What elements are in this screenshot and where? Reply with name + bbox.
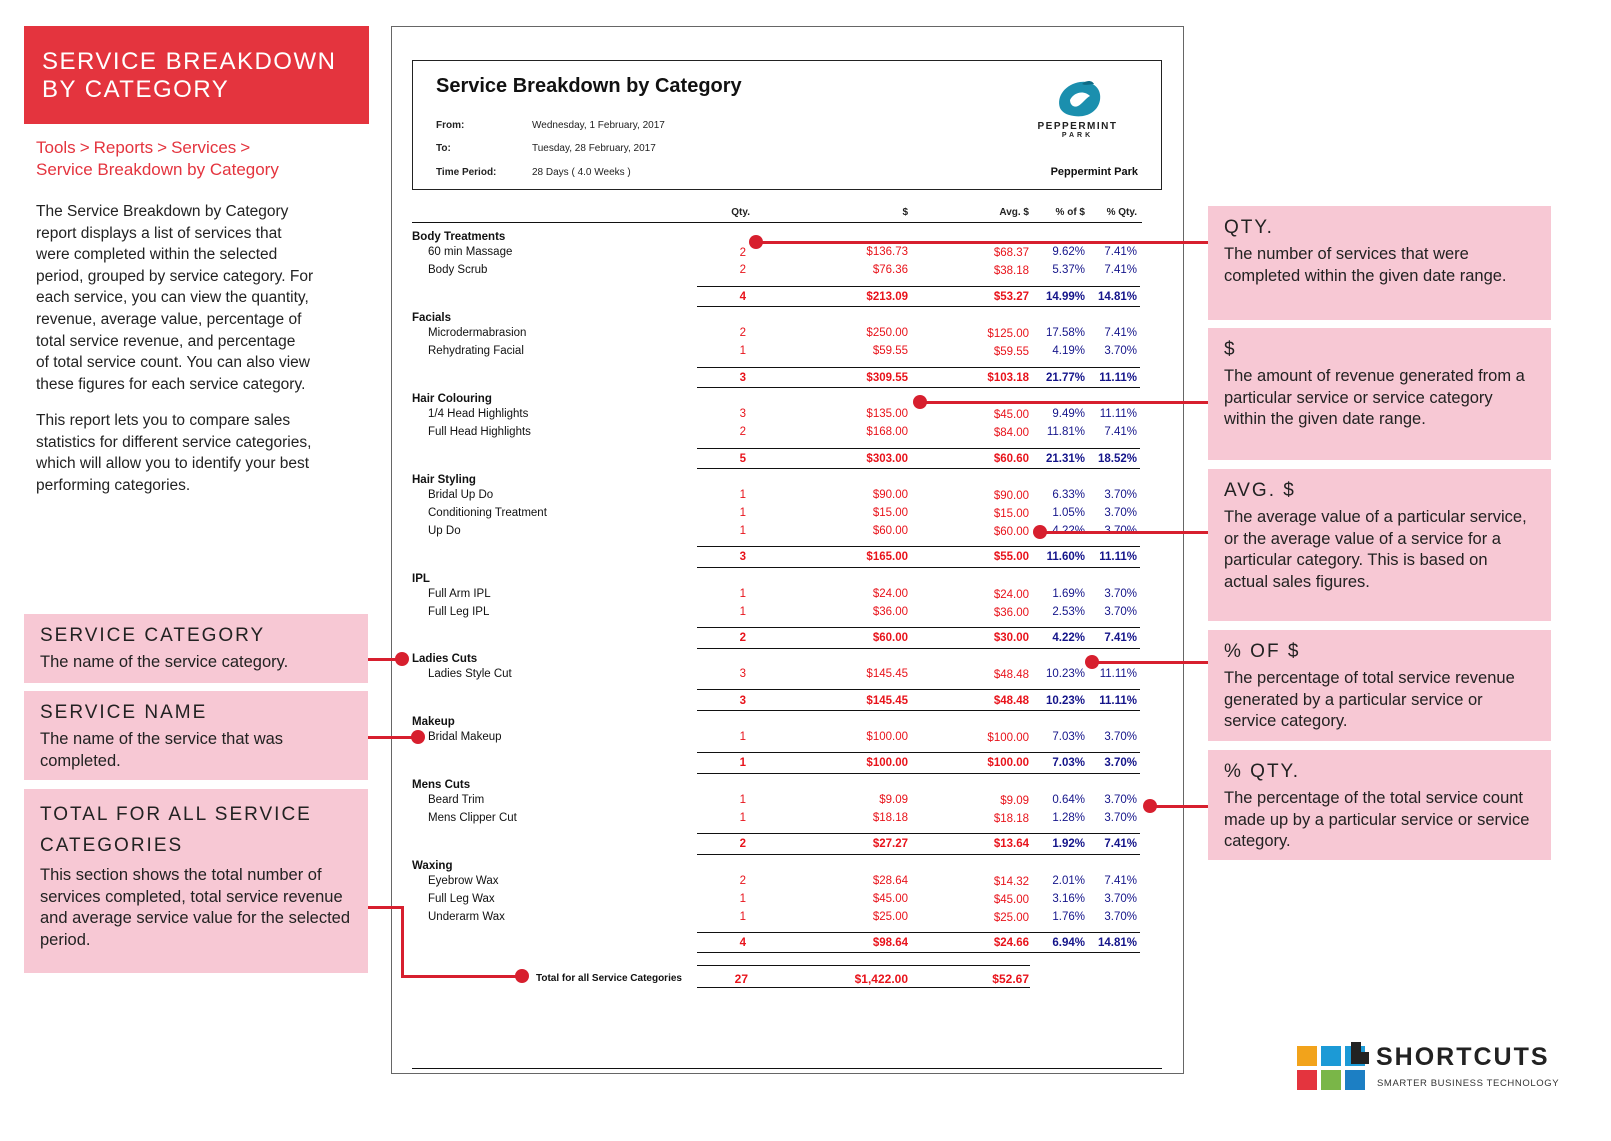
grand-total-rule <box>697 965 1030 966</box>
subtotal-pct-dollar: 21.77% <box>1045 372 1085 384</box>
cell-qty: 2 <box>739 426 746 438</box>
cell-pct-qty: 7.41% <box>1104 327 1137 339</box>
cell-avg: $36.00 <box>993 607 1029 619</box>
column-header-pct-dollar: % of $ <box>1055 207 1085 218</box>
service-name: Beard Trim <box>428 794 485 806</box>
cell-pct-qty: 3.70% <box>1104 812 1137 824</box>
cell-avg: $125.00 <box>987 328 1029 340</box>
subtotal-pct-dollar: 14.99% <box>1045 291 1085 303</box>
subtotal-pct-qty: 14.81% <box>1097 291 1137 303</box>
cell-qty: 1 <box>739 893 746 905</box>
service-name: Bridal Makeup <box>428 731 502 743</box>
connector-dot <box>395 652 409 666</box>
subtotal-avg: $60.60 <box>993 453 1029 465</box>
intro-paragraph-2 <box>36 410 361 496</box>
callout-service-name <box>24 691 368 780</box>
cell-dollar: $250.00 <box>866 327 908 339</box>
subtotal-pct-dollar: 7.03% <box>1052 757 1085 769</box>
service-name: 1/4 Head Highlights <box>428 408 529 420</box>
cell-avg: $68.37 <box>993 247 1029 259</box>
callout-title: $ <box>1224 339 1237 360</box>
time-period-label: Time Period: <box>436 167 497 178</box>
cell-pct-dollar: 2.01% <box>1052 875 1085 887</box>
subtotal-pct-qty: 14.81% <box>1097 937 1137 949</box>
service-name: Full Leg Wax <box>428 893 495 905</box>
subtotal-pct-qty: 7.41% <box>1104 838 1137 850</box>
category-name: Ladies Cuts <box>412 653 478 665</box>
cell-dollar: $145.45 <box>866 668 908 680</box>
brand-name: SHORTCUTS <box>1376 1043 1550 1071</box>
callout-title: % OF $ <box>1224 641 1301 662</box>
brand-tagline: SMARTER BUSINESS TECHNOLOGY <box>1377 1078 1560 1089</box>
subtotal-dollar: $165.00 <box>866 551 908 563</box>
callout-title: TOTAL FOR ALL SERVICE CATEGORIES <box>40 804 312 856</box>
subtotal-pct-qty: 11.11% <box>1099 695 1137 707</box>
cell-pct-qty: 11.11% <box>1099 408 1137 420</box>
cell-pct-qty: 11.11% <box>1099 668 1137 680</box>
subtotal-pct-dollar: 1.92% <box>1052 838 1085 850</box>
service-name: Full Arm IPL <box>428 588 491 600</box>
subtotal-qty: 4 <box>739 291 746 303</box>
cell-pct-qty: 3.70% <box>1104 588 1137 600</box>
subtotal-avg: $53.27 <box>993 291 1029 303</box>
cell-qty: 3 <box>739 408 746 420</box>
callout-total <box>24 789 368 973</box>
intro-line: each service, you can view the quantity, <box>36 289 309 307</box>
subtotal-rule <box>697 286 1140 287</box>
cell-qty: 2 <box>739 264 746 276</box>
subtotal-rule <box>697 752 1140 753</box>
subtotal-pct-dollar: 10.23% <box>1045 695 1085 707</box>
callout-service-category <box>24 614 368 683</box>
subtotal-qty: 2 <box>739 838 746 850</box>
cell-qty: 1 <box>739 606 746 618</box>
connector-line <box>920 401 1208 404</box>
connector-line <box>401 906 404 978</box>
grand-total-dollar: $1,422.00 <box>854 972 908 986</box>
cell-pct-qty: 3.70% <box>1104 911 1137 923</box>
callout-description: This section shows the total number of services completed, total service revenue and average service value for the selected period. <box>40 866 351 949</box>
cell-pct-qty: 7.41% <box>1104 426 1137 438</box>
cell-pct-qty: 7.41% <box>1104 264 1137 276</box>
intro-line: period, grouped by service category. For <box>36 267 314 285</box>
grand-total-qty: 27 <box>734 972 748 986</box>
subtotal-dollar: $145.45 <box>866 695 908 707</box>
cell-avg: $60.00 <box>993 526 1029 538</box>
column-header-rule <box>412 222 1142 223</box>
subtotal-avg: $24.66 <box>993 937 1029 949</box>
subtotal-rule <box>697 952 1140 953</box>
subtotal-rule <box>697 448 1140 449</box>
cell-avg: $84.00 <box>993 427 1029 439</box>
cell-avg: $90.00 <box>993 490 1029 502</box>
cell-dollar: $136.73 <box>866 246 908 258</box>
subtotal-qty: 3 <box>739 551 746 563</box>
service-name: Full Head Highlights <box>428 426 531 438</box>
category-name: Facials <box>412 312 451 324</box>
subtotal-dollar: $213.09 <box>866 291 908 303</box>
cell-dollar: $36.00 <box>872 606 908 618</box>
service-name: Ladies Style Cut <box>428 668 512 680</box>
column-header-avg: Avg. $ <box>999 207 1029 218</box>
cell-qty: 2 <box>739 327 746 339</box>
subtotal-qty: 4 <box>739 937 746 949</box>
cell-dollar: $18.18 <box>872 812 908 824</box>
callout-description: The name of the service that was completed. <box>40 730 284 770</box>
subtotal-dollar: $98.64 <box>872 937 908 949</box>
subtotal-rule <box>697 689 1140 690</box>
subtotal-rule <box>697 567 1140 568</box>
category-name: Waxing <box>412 860 453 872</box>
subtotal-pct-dollar: 4.22% <box>1052 632 1085 644</box>
cell-pct-dollar: 1.05% <box>1052 507 1085 519</box>
cell-qty: 1 <box>739 345 746 357</box>
connector-dot <box>411 730 425 744</box>
report-title: Service Breakdown by Category <box>436 75 742 97</box>
connector-line <box>1040 531 1208 534</box>
subtotal-rule <box>697 710 1140 711</box>
grand-total-label: Total for all Service Categories <box>536 973 682 984</box>
cell-pct-dollar: 7.03% <box>1052 731 1085 743</box>
cell-pct-dollar: 10.23% <box>1045 668 1085 680</box>
subtotal-rule <box>697 546 1140 547</box>
breadcrumb-tools[interactable]: Tools <box>36 138 76 157</box>
subtotal-rule <box>697 367 1140 368</box>
subtotal-rule <box>697 773 1140 774</box>
breadcrumb-separator: > <box>240 138 251 157</box>
service-name: 60 min Massage <box>428 246 513 258</box>
cell-qty: 1 <box>739 911 746 923</box>
cell-pct-qty: 3.70% <box>1104 345 1137 357</box>
intro-line: performing categories. <box>36 476 191 494</box>
callout-description: The average value of a particular service, or the average value of a service for a particular category. This is based on actual sales figures. <box>1224 508 1527 591</box>
subtotal-dollar: $303.00 <box>866 453 908 465</box>
callout-title: QTY. <box>1224 217 1274 238</box>
cell-avg: $24.00 <box>993 589 1029 601</box>
breadcrumb-separator: > <box>157 138 168 157</box>
connector-line <box>756 241 1208 244</box>
cell-avg: $45.00 <box>993 409 1029 421</box>
cell-avg: $18.18 <box>993 813 1029 825</box>
cell-qty: 1 <box>739 525 746 537</box>
connector-dot <box>1143 799 1157 813</box>
cell-avg: $9.09 <box>1000 795 1029 807</box>
breadcrumb-services[interactable]: Services <box>171 138 237 157</box>
callout-title: % QTY. <box>1224 761 1301 782</box>
subtotal-rule <box>697 833 1140 834</box>
from-value: Wednesday, 1 February, 2017 <box>532 120 665 131</box>
cell-avg: $45.00 <box>993 894 1029 906</box>
cell-dollar: $100.00 <box>866 731 908 743</box>
subtotal-pct-qty: 7.41% <box>1104 632 1137 644</box>
cell-pct-dollar: 4.19% <box>1052 345 1085 357</box>
intro-line: were completed within the selected <box>36 246 278 264</box>
service-name: Microdermabrasion <box>428 327 527 339</box>
cell-dollar: $25.00 <box>872 911 908 923</box>
cell-pct-qty: 3.70% <box>1104 893 1137 905</box>
service-name: Underarm Wax <box>428 911 505 923</box>
service-name: Bridal Up Do <box>428 489 494 501</box>
subtotal-rule <box>697 627 1140 628</box>
time-period-value: 28 Days ( 4.0 Weeks ) <box>532 167 631 178</box>
logo-name: PEPPERMINT <box>1037 121 1118 132</box>
category-name: Makeup <box>412 716 455 728</box>
subtotal-rule <box>697 854 1140 855</box>
connector-line <box>401 975 521 978</box>
callout-dollar <box>1208 328 1551 460</box>
subtotal-dollar: $309.55 <box>866 372 908 384</box>
subtotal-pct-qty: 11.11% <box>1099 551 1137 563</box>
cell-qty: 1 <box>739 731 746 743</box>
subtotal-rule <box>697 468 1140 469</box>
intro-line: report displays a list of services that <box>36 224 282 242</box>
subtotal-qty: 3 <box>739 695 746 707</box>
callout-description: The amount of revenue generated from a particular service or service category within the given date range. <box>1224 367 1525 429</box>
intro-line: total service revenue, and percentage <box>36 332 296 350</box>
page-title-banner <box>24 26 369 124</box>
callout-description: The percentage of the total service count made up by a particular service or service category. <box>1224 789 1530 851</box>
cell-pct-qty: 3.70% <box>1104 606 1137 618</box>
service-name: Body Scrub <box>428 264 488 276</box>
cell-dollar: $168.00 <box>866 426 908 438</box>
to-value: Tuesday, 28 February, 2017 <box>532 143 656 154</box>
subtotal-pct-dollar: 11.60% <box>1046 551 1085 563</box>
intro-paragraph-1 <box>36 201 361 395</box>
callout-avg <box>1208 469 1551 621</box>
cell-pct-dollar: 2.53% <box>1052 606 1085 618</box>
cell-pct-dollar: 17.58% <box>1045 327 1085 339</box>
connector-line <box>1092 661 1208 664</box>
connector-dot <box>913 395 927 409</box>
cell-dollar: $28.64 <box>872 875 908 887</box>
subtotal-avg: $103.18 <box>987 372 1029 384</box>
intro-line: revenue, average value, percentage of <box>36 310 302 328</box>
callout-title: SERVICE CATEGORY <box>40 625 266 646</box>
cell-qty: 2 <box>739 875 746 887</box>
breadcrumb-current[interactable]: Service Breakdown by Category <box>36 160 279 179</box>
intro-line: The Service Breakdown by Category <box>36 203 289 220</box>
breadcrumb <box>36 137 366 181</box>
intro-line: which will allow you to identify your best <box>36 455 310 473</box>
cell-pct-qty: 3.70% <box>1104 794 1137 806</box>
subtotal-avg: $48.48 <box>993 695 1029 707</box>
subtotal-rule <box>697 387 1140 388</box>
intro-line: statistics for different service categories, <box>36 433 312 451</box>
subtotal-avg: $100.00 <box>987 757 1029 769</box>
shortcuts-logo-icon <box>1297 1042 1369 1097</box>
subtotal-pct-qty: 18.52% <box>1097 453 1137 465</box>
subtotal-dollar: $27.27 <box>872 838 908 850</box>
cell-dollar: $135.00 <box>866 408 908 420</box>
callout-pct-qty <box>1208 750 1551 860</box>
connector-line <box>1150 805 1208 808</box>
cell-dollar: $15.00 <box>872 507 908 519</box>
column-header-dollar: $ <box>902 207 908 218</box>
subtotal-qty: 5 <box>739 453 746 465</box>
cell-qty: 1 <box>739 507 746 519</box>
subtotal-rule <box>697 648 1140 649</box>
logo-subtitle: PARK <box>1061 132 1094 139</box>
cell-dollar: $9.09 <box>879 794 908 806</box>
cell-pct-dollar: 9.62% <box>1052 246 1085 258</box>
cell-dollar: $24.00 <box>872 588 908 600</box>
intro-line: these figures for each service category. <box>36 375 306 393</box>
subtotal-avg: $30.00 <box>993 632 1029 644</box>
cell-avg: $38.18 <box>993 265 1029 277</box>
subtotal-qty: 3 <box>739 372 746 384</box>
cell-dollar: $60.00 <box>872 525 908 537</box>
report-footer-rule <box>412 1068 1162 1069</box>
service-name: Rehydrating Facial <box>428 345 524 357</box>
cell-avg: $25.00 <box>993 912 1029 924</box>
subtotal-rule <box>697 932 1140 933</box>
cell-avg: $59.55 <box>993 346 1029 358</box>
breadcrumb-reports[interactable]: Reports <box>93 138 154 157</box>
cell-dollar: $59.55 <box>872 345 908 357</box>
subtotal-avg: $13.64 <box>993 838 1029 850</box>
callout-title: SERVICE NAME <box>40 702 208 723</box>
cell-pct-dollar: 1.76% <box>1052 911 1085 923</box>
intro-line: This report lets you to compare sales <box>36 412 291 429</box>
grand-total-avg: $52.67 <box>992 972 1029 986</box>
callout-title: AVG. $ <box>1224 480 1296 501</box>
category-name: IPL <box>412 573 430 585</box>
subtotal-pct-qty: 3.70% <box>1104 757 1137 769</box>
grand-total-rule <box>697 987 1030 988</box>
callout-description: The name of the service category. <box>40 653 289 671</box>
subtotal-pct-dollar: 6.94% <box>1052 937 1085 949</box>
peppermint-park-logo-icon <box>1052 78 1104 125</box>
connector-dot <box>1033 525 1047 539</box>
cell-qty: 1 <box>739 812 746 824</box>
category-name: Body Treatments <box>412 231 506 243</box>
category-name: Hair Styling <box>412 474 476 486</box>
cell-qty: 1 <box>739 794 746 806</box>
service-name: Up Do <box>428 525 461 537</box>
cell-pct-qty: 3.70% <box>1104 507 1137 519</box>
subtotal-dollar: $60.00 <box>872 632 908 644</box>
cell-qty: 2 <box>739 247 746 259</box>
callout-description: The percentage of total service revenue generated by a particular service or service category. <box>1224 669 1515 731</box>
subtotal-pct-qty: 11.11% <box>1099 372 1137 384</box>
cell-pct-qty: 7.41% <box>1104 875 1137 887</box>
cell-avg: $100.00 <box>987 732 1029 744</box>
callout-description: The number of services that were completed within the given date range. <box>1224 245 1507 285</box>
category-name: Mens Cuts <box>412 779 471 791</box>
service-name: Eyebrow Wax <box>428 875 499 887</box>
cell-dollar: $76.36 <box>872 264 908 276</box>
cell-avg: $48.48 <box>993 669 1029 681</box>
subtotal-qty: 2 <box>739 632 746 644</box>
connector-dot <box>1085 655 1099 669</box>
connector-dot <box>749 235 763 249</box>
intro-line: of total service count. You can also view <box>36 354 310 372</box>
cell-avg: $14.32 <box>993 876 1029 888</box>
service-name: Conditioning Treatment <box>428 507 547 519</box>
callout-pct-dollar <box>1208 630 1551 741</box>
to-label: To: <box>436 143 451 154</box>
column-header-qty: Qty. <box>731 207 750 218</box>
cell-pct-dollar: 6.33% <box>1052 489 1085 501</box>
from-label: From: <box>436 120 465 131</box>
connector-dot <box>515 969 529 983</box>
page-title-line-2: BY CATEGORY <box>42 76 230 103</box>
subtotal-dollar: $100.00 <box>866 757 908 769</box>
cell-qty: 1 <box>739 588 746 600</box>
cell-qty: 3 <box>739 668 746 680</box>
cell-pct-dollar: 9.49% <box>1052 408 1085 420</box>
connector-line <box>368 906 404 909</box>
page-title-line-1: SERVICE BREAKDOWN <box>42 48 337 75</box>
cell-qty: 1 <box>739 489 746 501</box>
service-name: Full Leg IPL <box>428 606 490 618</box>
cell-dollar: $45.00 <box>872 893 908 905</box>
cell-pct-qty: 3.70% <box>1104 731 1137 743</box>
subtotal-pct-dollar: 21.31% <box>1045 453 1085 465</box>
cell-avg: $15.00 <box>993 508 1029 520</box>
breadcrumb-separator: > <box>79 138 90 157</box>
subtotal-qty: 1 <box>739 757 746 769</box>
company-name: Peppermint Park <box>1050 166 1138 178</box>
cell-pct-dollar: 0.64% <box>1052 794 1085 806</box>
cell-pct-qty: 3.70% <box>1104 489 1137 501</box>
service-name: Mens Clipper Cut <box>428 812 517 824</box>
subtotal-avg: $55.00 <box>993 551 1029 563</box>
subtotal-rule <box>697 306 1140 307</box>
callout-qty <box>1208 206 1551 320</box>
cell-pct-dollar: 1.28% <box>1052 812 1085 824</box>
column-header-pct-qty: % Qty. <box>1106 207 1137 218</box>
cell-pct-dollar: 1.69% <box>1052 588 1085 600</box>
cell-pct-dollar: 5.37% <box>1052 264 1085 276</box>
cell-pct-dollar: 11.81% <box>1046 426 1085 438</box>
cell-dollar: $90.00 <box>872 489 908 501</box>
category-name: Hair Colouring <box>412 393 492 405</box>
cell-pct-qty: 7.41% <box>1104 246 1137 258</box>
cell-pct-dollar: 3.16% <box>1052 893 1085 905</box>
